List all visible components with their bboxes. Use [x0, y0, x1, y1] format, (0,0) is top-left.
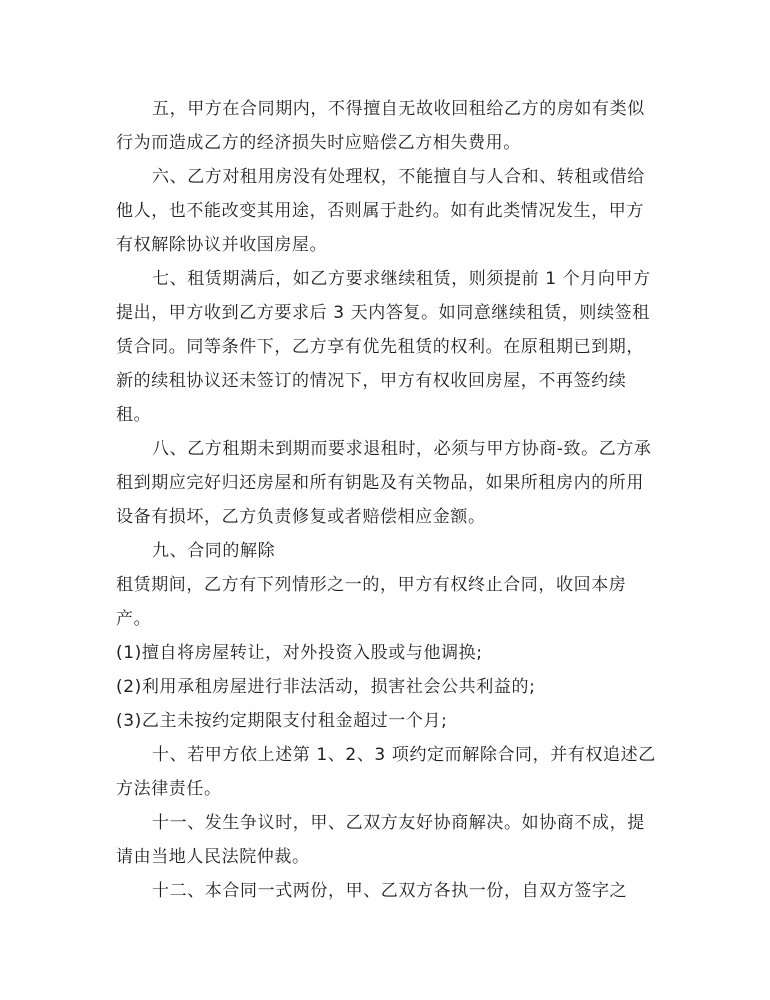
paragraph-clause-7: 七、租赁期满后，如乙方要求继续租赁，则须提前 1 个月向甲方提出，甲方收到乙方要求后 3 天内答复。如同意继续租赁，则续签租赁合同。同等条件下，乙方享有优先租赁的权利。在原租期已到期，新的续租协议还未签订的情况下，甲方有权收回房屋，不再签约续租。	[116, 269, 651, 425]
paragraph-clause-5: 五，甲方在合同期内，不得擅自无故收回租给乙方的房如有类似行为而造成乙方的经济损失时应赔偿乙方相失费用。	[116, 99, 645, 153]
paragraph-clause-9-heading: 九、合同的解除	[152, 541, 276, 561]
paragraph-clause-8: 八、乙方租期未到期而要求退租时，必须与甲方协商-致。乙方承租到期应完好归还房屋和所有钥匙及有关物品，如果所租房内的所用设备有损坏，乙方负责修复或者赔偿相应金额。	[116, 439, 652, 527]
paragraph-clause-6: 六、乙方对租用房没有处理权，不能擅自与人合和、转租或借给他人，也不能改变其用途，否则属于赴约。如有此类情况发生，甲方有权解除协议并收国房屋。	[116, 167, 645, 255]
list-item-termination-1: (1)擅自将房屋转让，对外投资入股或与他调换;	[116, 643, 483, 663]
paragraph-clause-12: 十二、本合同一式两份，甲、乙双方各执一份，自双方签字之	[152, 881, 628, 901]
paragraph-termination-intro: 租赁期间，乙方有下列情形之一的，甲方有权终止合同，收回本房产。	[116, 575, 627, 629]
list-item-termination-2: (2)利用承租房屋进行非法活动，损害社会公共利益的;	[116, 677, 536, 697]
paragraph-clause-11: 十一、发生争议时，甲、乙双方友好协商解决。如协商不成，提请由当地人民法院仲裁。	[116, 813, 645, 867]
document-body	[116, 92, 656, 908]
list-item-termination-3: (3)乙主未按约定期限支付租金超过一个月;	[116, 711, 448, 731]
paragraph-clause-10: 十、若甲方依上述第 1、2、3 项约定而解除合同，并有权追述乙方法律责任。	[116, 745, 656, 799]
